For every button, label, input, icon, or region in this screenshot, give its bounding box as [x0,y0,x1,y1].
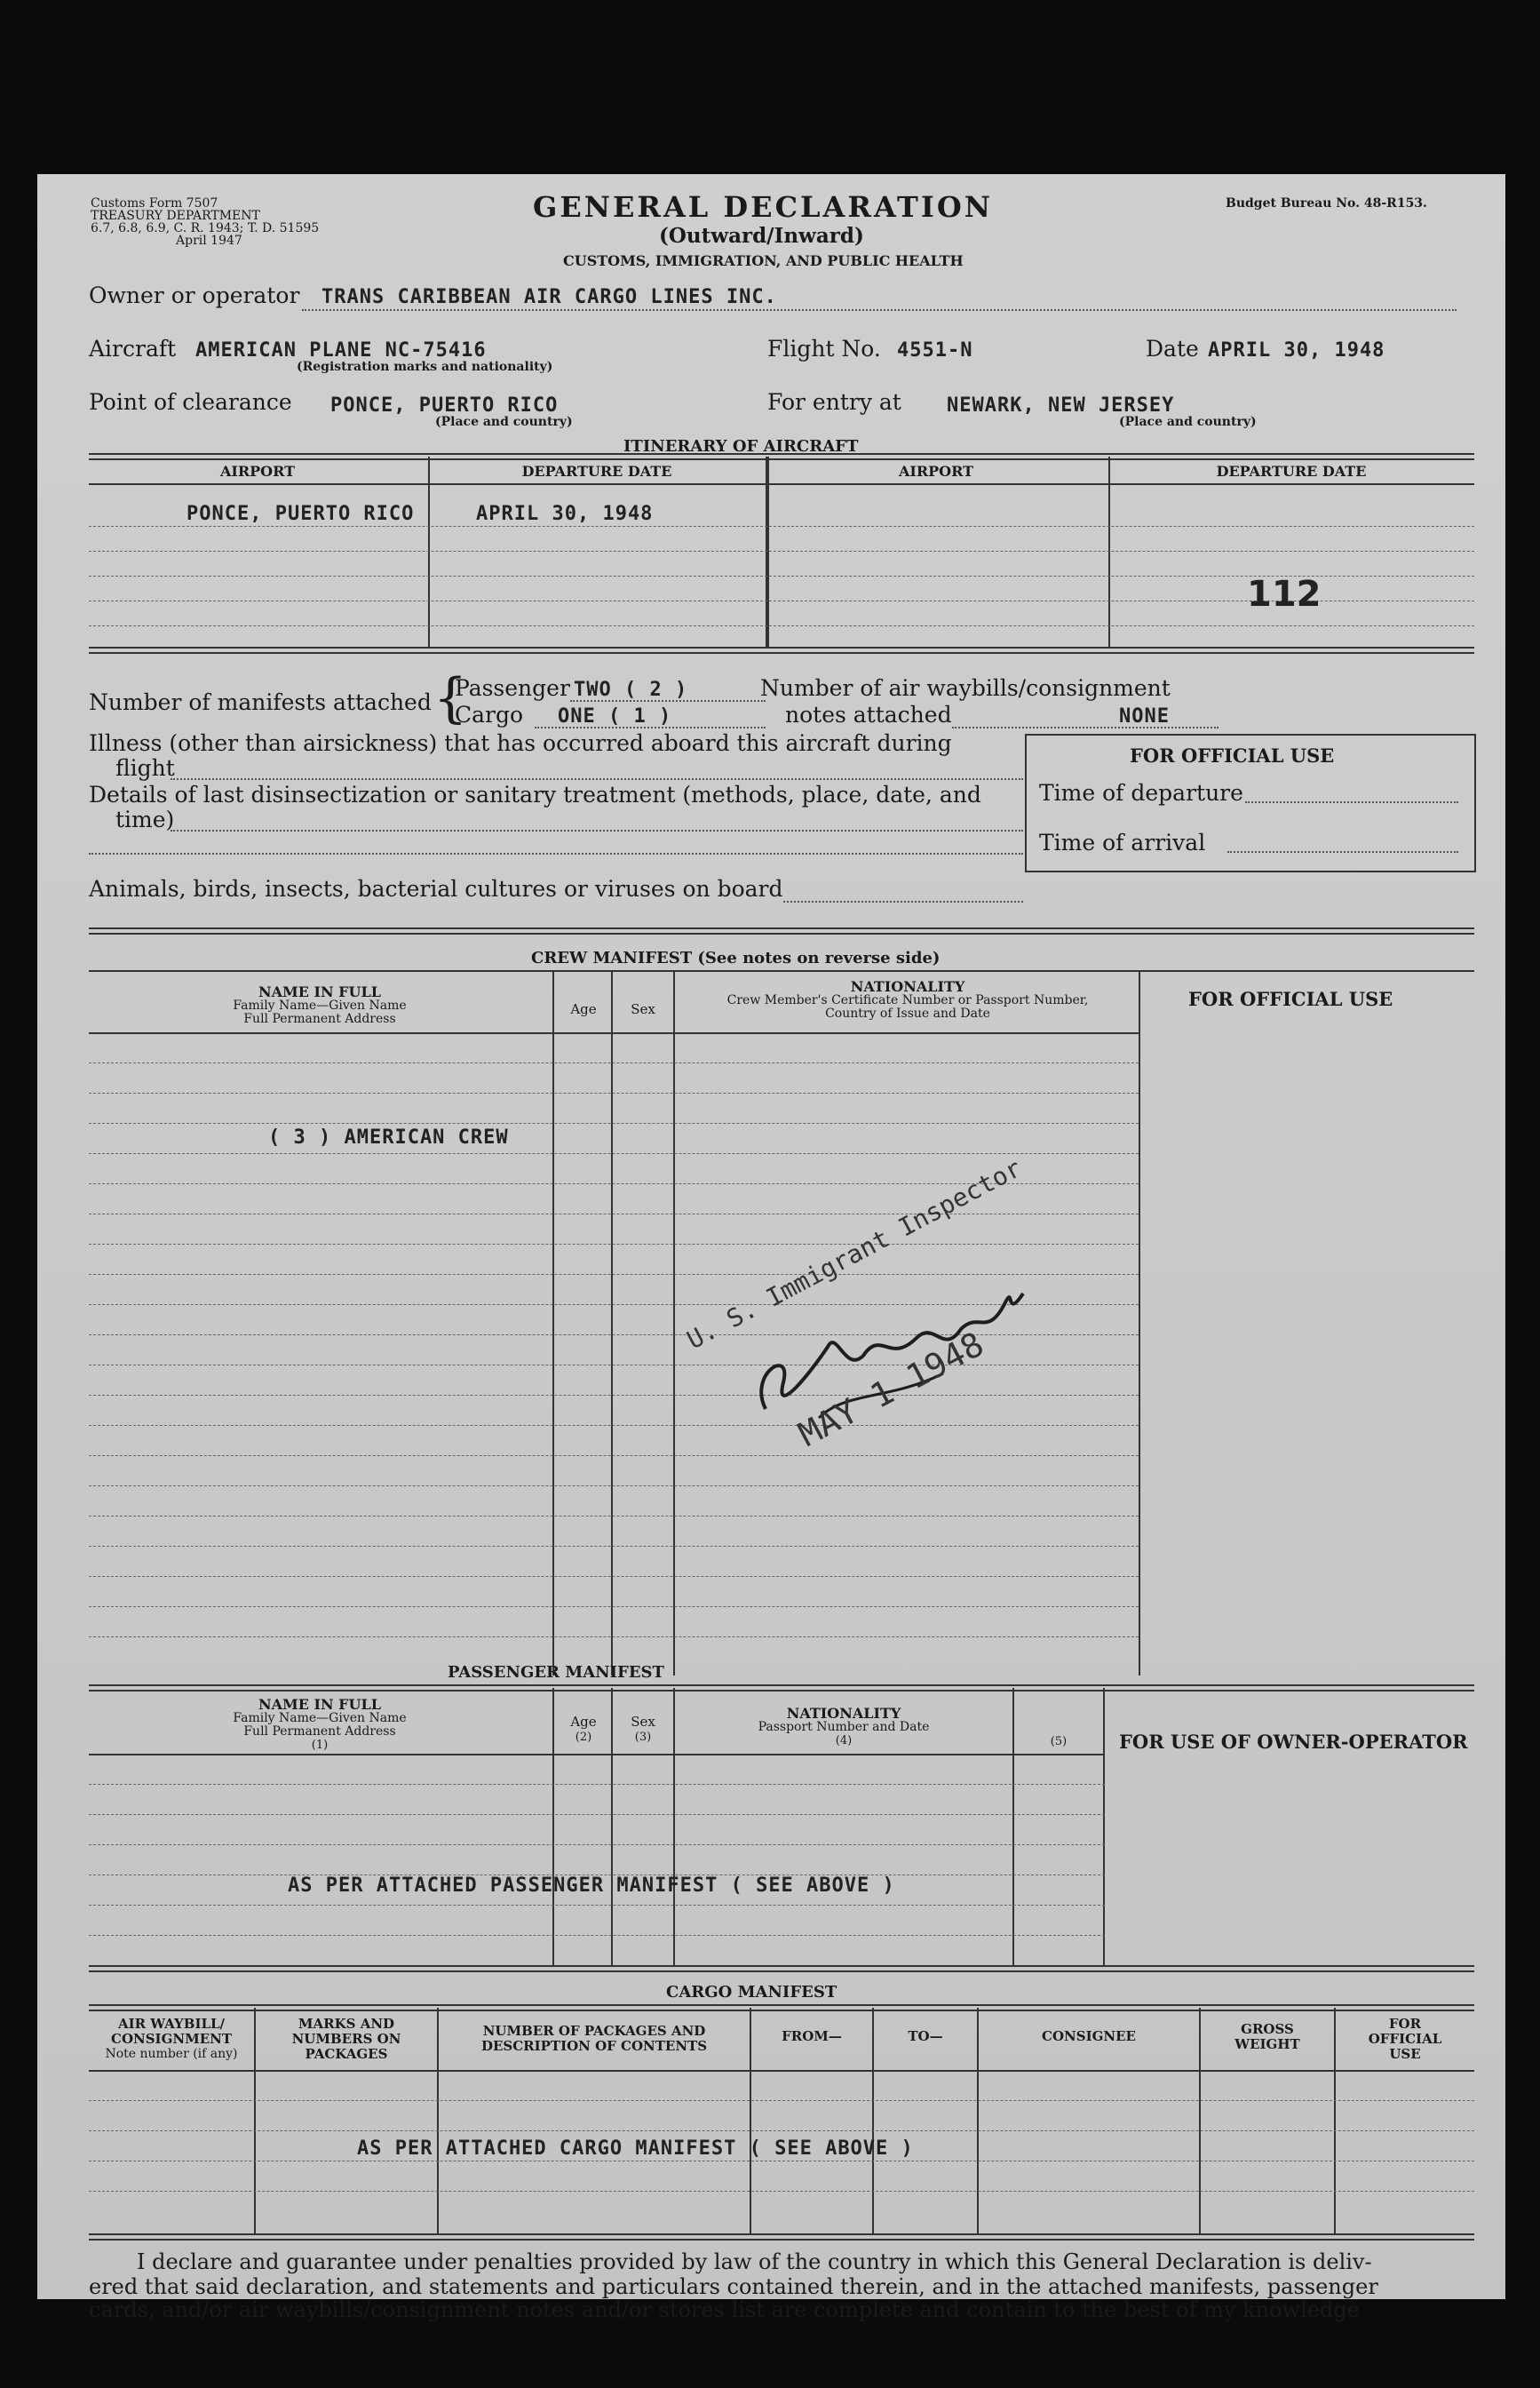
flight-value: 4551-N [897,339,973,362]
cargo-col-waybill [89,2017,254,2062]
cargo-col-number [439,2024,750,2054]
clearance-note: (Place and country) [435,415,573,429]
passenger-header-rule [89,1754,1105,1755]
passenger-top-rule [89,1684,1474,1692]
crew-col-sex: Sex [631,1001,655,1017]
form-title: GENERAL DECLARATION [533,190,993,224]
passenger-row-line [89,1935,1105,1936]
passenger-bottom-rule [89,1965,1474,1972]
cargo-divider [872,2008,874,2233]
cargo-col-gross-1: GROSS [1241,2021,1294,2037]
crew-col-nat-2: Crew Member's Certificate Number or Passport Number, [726,993,1089,1007]
agencies: CUSTOMS, IMMIGRATION, AND PUBLIC HEALTH [563,252,964,269]
itinerary-airport-value: PONCE, PUERTO RICO [187,503,415,525]
crew-row-line [89,1093,1139,1094]
cargo-count-value: ONE ( 1 ) [558,705,672,728]
passenger-col-age-num: (2) [575,1731,592,1744]
waybills-value: NONE [1119,705,1170,728]
cargo-row-line [89,2100,1474,2101]
official-use-title: FOR OFFICIAL USE [1130,744,1335,767]
disinsect-line-2 [89,853,1023,855]
passenger-row-line [89,1844,1105,1845]
crew-entry: ( 3 ) AMERICAN CREW [268,1126,509,1149]
cargo-entry: AS PER ATTACHED CARGO MANIFEST ( SEE ABOVE ) [357,2137,914,2160]
handwritten-number: 112 [1247,574,1322,615]
crew-col-name-2: Family Name—Given Name [233,999,407,1013]
passenger-col-owner: FOR USE OF OWNER-OPERATOR [1119,1731,1468,1753]
animals-label: Animals, birds, insects, bacterial cultures or viruses on board [89,876,783,902]
passenger-col-name-3: Full Permanent Address [243,1724,396,1739]
entry-note: (Place and country) [1119,415,1257,429]
budget-bureau: Budget Bureau No. 48-R153. [1226,196,1427,211]
crew-title-rule [89,970,1474,972]
date-value: APRIL 30, 1948 [1208,339,1385,362]
cargo-col-from: FROM— [782,2028,842,2044]
cargo-header-rule [89,2070,1474,2072]
itinerary-col-airport-1: AIRPORT [219,463,296,480]
departure-time-line [1245,801,1458,803]
passenger-count-label: Passenger [455,675,570,701]
cargo-title: CARGO MANIFEST [666,1983,837,2002]
crew-col-name-1: NAME IN FULL [258,983,381,1000]
passenger-col-5-num: (5) [1050,1735,1068,1748]
passenger-col-age-label: Age [570,1714,597,1730]
entry-label: For entry at [767,389,901,415]
itinerary-row-line [89,625,1474,626]
passenger-col-nat-1: NATIONALITY [786,1705,901,1722]
itinerary-divider [428,457,430,647]
animals-line [783,901,1023,903]
crew-row-line [89,1576,1139,1577]
document-page [37,174,1505,2299]
passenger-col-sex-label: Sex [631,1714,655,1730]
cargo-col-waybill-3: Note number (if any) [105,2047,238,2061]
cargo-divider [750,2008,751,2233]
passenger-col-name-2: Family Name—Given Name [233,1711,407,1725]
crew-divider [611,972,613,1676]
department: TREASURY DEPARTMENT [91,209,260,223]
itinerary-divider [1108,457,1110,647]
illness-label-2: flight [115,755,175,781]
cargo-col-to: TO— [908,2028,943,2044]
stamp-inspector: U. S. Immigrant Inspector [682,1153,1027,1356]
crew-row-line [89,1636,1139,1637]
crew-col-official: FOR OFFICIAL USE [1188,988,1393,1010]
declaration-line-1: I declare and guarantee under penalties provided by law of the country in which this General Declaration is deliv- [137,2249,1372,2274]
itinerary-col-departure-2: DEPARTURE DATE [1216,463,1367,480]
cargo-divider [1334,2008,1336,2233]
passenger-divider [552,1688,554,1965]
crew-col-nationality [675,979,1140,1021]
owner-line [302,309,1457,311]
cargo-bottom-rule [89,2233,1474,2241]
passenger-col-sex [613,1715,673,1745]
passenger-col-name-1: NAME IN FULL [258,1696,381,1713]
disinsect-label: Details of last disinsectization or sanitary treatment (methods, place, date, and [89,782,981,808]
cargo-top-rule [89,2004,1474,2011]
waybills-line [952,727,1219,728]
passenger-col-nationality [675,1706,1012,1747]
cargo-col-marks-2: NUMBERS ON [291,2031,401,2047]
cargo-divider [977,2008,979,2233]
itinerary-col-departure-1: DEPARTURE DATE [521,463,672,480]
crew-row-line [89,1606,1139,1607]
passenger-title: PASSENGER MANIFEST [448,1663,664,1682]
crew-row-line [89,1153,1139,1154]
manifests-brace: { [433,667,468,729]
declaration-line-3: cards, and/or air waybills/consignment notes and/or stores list are complete and contain to the best of my knowledge [89,2297,1360,2322]
itinerary-row-line [89,551,1474,552]
passenger-col-nat-2: Passport Number and Date [758,1720,930,1734]
cargo-col-official [1336,2017,1474,2062]
manifests-label: Number of manifests attached [89,689,432,715]
cargo-col-marks-1: MARKS AND [298,2016,395,2032]
cargo-col-marks [256,2017,437,2062]
regulation-arts: 6.7, 6.8, 6.9, C. R. 1943; T. D. 51595 [91,221,320,235]
cargo-col-official-1: FOR [1388,2016,1422,2032]
itinerary-bottom-rule [89,647,1474,654]
flight-label: Flight No. [767,336,881,362]
departure-time-label: Time of departure [1039,780,1243,806]
cargo-col-marks-3: PACKAGES [305,2046,388,2062]
aircraft-value: AMERICAN PLANE NC-75416 [195,339,487,362]
cargo-col-waybill-2: CONSIGNMENT [111,2031,232,2047]
cargo-row-line [89,2130,1474,2131]
passenger-divider [1012,1688,1014,1965]
passenger-col-name-num: (1) [311,1739,329,1752]
form-date: April 1947 [176,234,242,248]
passenger-row-line [89,1784,1105,1785]
itinerary-divider [766,457,769,647]
itinerary-title: ITINERARY OF AIRCRAFT [623,437,859,456]
crew-row-line [89,1123,1139,1124]
passenger-col-age [554,1715,613,1745]
cargo-col-gross [1201,2022,1334,2052]
crew-col-nat-3: Country of Issue and Date [825,1007,990,1021]
passenger-row-line [89,1814,1105,1815]
passenger-row-line [89,1905,1105,1906]
crew-col-name [89,984,551,1026]
itinerary-top-rule [89,453,1474,460]
illness-line [171,778,1023,780]
itinerary-header-rule [89,483,1474,485]
cargo-col-consignee: CONSIGNEE [1042,2028,1136,2044]
declaration-line-2: ered that said declaration, and statements and particulars contained therein, and in the attached manifests, passenger [89,2274,1378,2299]
cargo-count-line [535,727,766,728]
cargo-col-official-2: OFFICIAL [1368,2031,1442,2047]
stamp-date: MAY 1 1948 [792,1324,990,1454]
itinerary-date-value: APRIL 30, 1948 [476,503,654,525]
inspector-signature [712,1240,1085,1471]
aircraft-label: Aircraft [89,336,177,362]
cargo-divider [437,2008,439,2233]
cargo-col-official-3: USE [1389,2046,1421,2062]
passenger-divider [611,1688,613,1965]
crew-divider [673,972,675,1676]
entry-value: NEWARK, NEW JERSEY [947,394,1175,417]
crew-top-rule [89,927,1474,935]
passenger-col-sex-num: (3) [634,1731,652,1744]
owner-value: TRANS CARIBBEAN AIR CARGO LINES INC. [321,286,777,308]
crew-title: CREW MANIFEST (See notes on reverse side) [531,949,941,967]
cargo-col-waybill-1: AIR WAYBILL/ [117,2016,226,2032]
waybills-label: Number of air waybills/consignment [760,675,1171,701]
cargo-row-line [89,2191,1474,2192]
date-label: Date [1146,336,1199,362]
crew-col-age: Age [570,1001,597,1017]
cargo-divider [254,2008,256,2233]
form-number: Customs Form 7507 [91,196,218,211]
itinerary-col-airport-2: AIRPORT [898,463,974,480]
aircraft-note: (Registration marks and nationality) [297,360,553,374]
itinerary-row-line [89,526,1474,527]
passenger-col-nat-num: (4) [835,1734,853,1747]
crew-header-rule [89,1032,1139,1034]
passenger-count-line [570,700,766,702]
cargo-count-label: Cargo [455,702,524,728]
crew-col-name-3: Full Permanent Address [243,1012,396,1026]
disinsect-label-2: time) [115,807,175,832]
arrival-time-line [1227,851,1458,853]
cargo-col-number-2: DESCRIPTION OF CONTENTS [480,2038,708,2054]
crew-divider [552,972,554,1676]
clearance-label: Point of clearance [89,389,292,415]
cargo-col-gross-2: WEIGHT [1234,2036,1300,2052]
clearance-value: PONCE, PUERTO RICO [330,394,559,417]
waybills-label-2: notes attached [785,702,952,728]
crew-divider [1139,972,1140,1676]
crew-row-line [89,1485,1139,1486]
crew-row-line [89,1546,1139,1547]
form-subtitle: (Outward/Inward) [659,224,864,248]
illness-label: Illness (other than airsickness) that has occurred aboard this aircraft during [89,730,952,756]
cargo-col-number-1: NUMBER OF PACKAGES AND [482,2023,706,2039]
passenger-entry: AS PER ATTACHED PASSENGER MANIFEST ( SEE ABOVE ) [288,1875,895,1897]
cargo-divider [1199,2008,1201,2233]
arrival-time-label: Time of arrival [1039,830,1206,856]
crew-col-nat-1: NATIONALITY [850,978,965,995]
owner-label: Owner or operator [89,283,300,308]
passenger-divider [1103,1688,1105,1965]
passenger-divider [673,1688,675,1965]
passenger-count-value: TWO ( 2 ) [574,679,688,701]
passenger-col-name [89,1697,551,1752]
disinsect-line [171,830,1023,832]
